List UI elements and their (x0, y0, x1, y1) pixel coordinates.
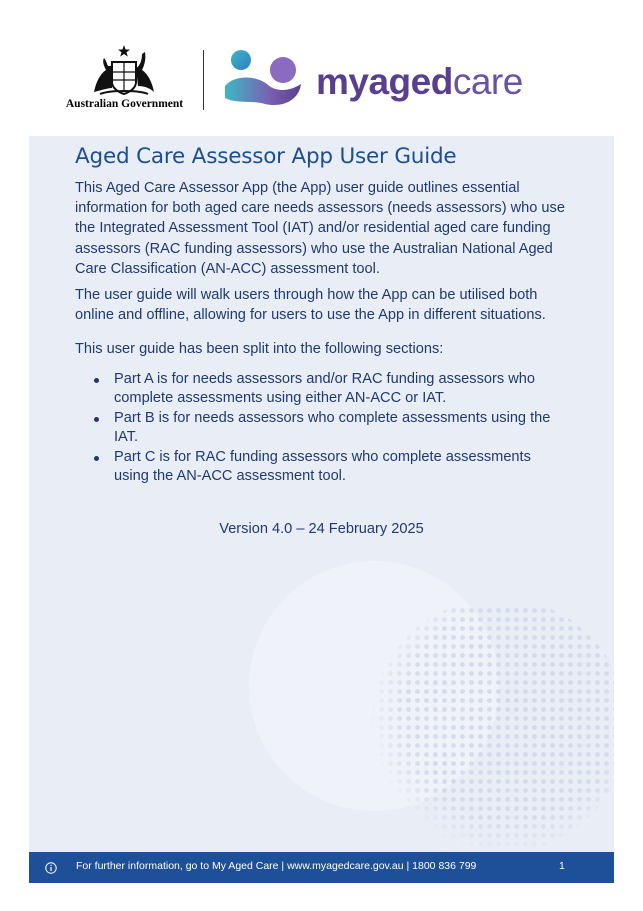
list-item (75, 409, 554, 447)
government-label: Australian Government (65, 98, 184, 110)
list-item-text: Part A is for needs assessors and/or RAC funding assessors who complete assessments using either AN-ACC or IAT. (114, 371, 535, 406)
intro-paragraph: This Aged Care Assessor App (the App) user guide outlines essential information for both aged care needs assessors (needs assessors) who use the Integrated Assessment Tool (IAT) and/or residential aged care funding assessors (RAC funding assessors) who use the Australian National Aged Care Classification (AN-ACC) assessment tool. (75, 180, 565, 277)
info-icon (45, 862, 57, 874)
sections-intro-paragraph: This user guide has been split into the following sections: (75, 341, 444, 357)
page-footer (29, 852, 614, 883)
government-crest (62, 44, 187, 114)
bullet-icon (94, 378, 99, 383)
logo-divider (203, 50, 204, 110)
brand-care: care (452, 61, 523, 102)
list-item-text: Part B is for needs assessors who complete assessments using the IAT. (114, 410, 551, 445)
footer-info-text: For further information, go to My Aged Care | www.myagedcare.gov.au | 1800 836 799 (76, 860, 477, 872)
brand-aged: aged (368, 61, 453, 102)
brand-my: my (316, 61, 369, 102)
page-number: 1 (559, 860, 565, 872)
page-header (0, 0, 643, 136)
bullet-icon (94, 417, 99, 422)
sections-list (75, 370, 575, 487)
version-label: Version 4.0 – 24 February 2025 (219, 521, 424, 537)
bullet-icon (94, 456, 99, 461)
usage-paragraph: The user guide will walk users through how the App can be utilised both online and offline, allowing for users to use the App in different situations. (75, 287, 546, 324)
my-aged-care-wordmark (316, 62, 523, 102)
list-item (75, 370, 554, 408)
coat-of-arms-icon (90, 44, 158, 96)
list-item-text: Part C is for RAC funding assessors who complete assessments using the AN-ACC assessment tool. (114, 449, 531, 484)
list-item (75, 448, 554, 486)
decorative-dot-pattern (359, 606, 614, 852)
my-aged-care-logo-icon (223, 48, 303, 110)
page-title: Aged Care Assessor App User Guide (75, 144, 457, 169)
